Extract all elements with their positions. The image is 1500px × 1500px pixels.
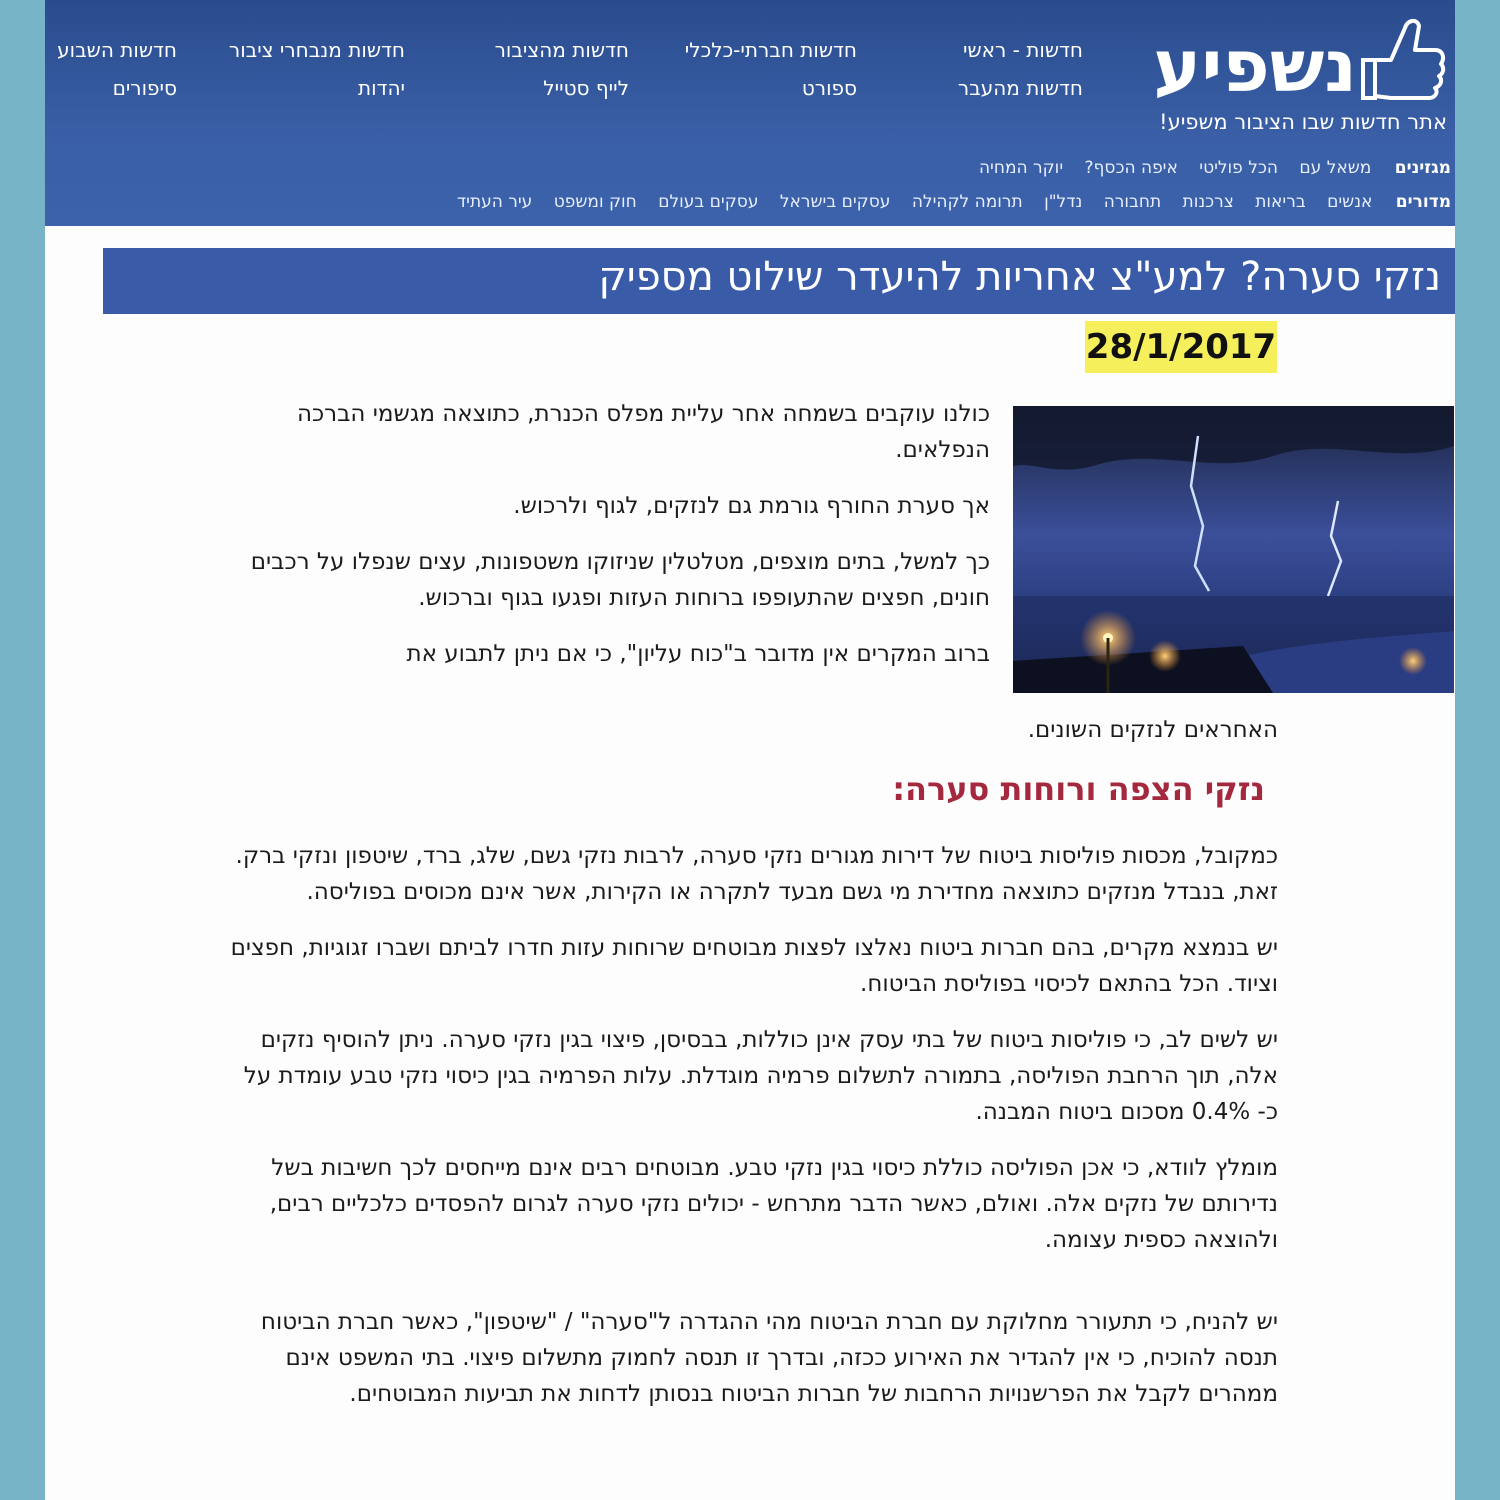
nav-judaism[interactable]: יהדות <box>357 76 405 100</box>
magazine-item[interactable]: הכל פוליטי <box>1199 158 1278 178</box>
intro-paragraph: ברוב המקרים אין מדובר ב"כוח עליון", כי אם ניתן לתבוע את <box>406 641 990 667</box>
article-title-bar <box>103 248 1455 314</box>
article-intro <box>250 396 990 692</box>
lightning-storm-photo <box>1013 406 1454 693</box>
site-header <box>45 0 1455 226</box>
article-title: נזקי סערה? למע"צ אחריות להיעדר שילוט מספיק <box>598 254 1441 300</box>
nav-lifestyle[interactable]: לייף סטייל <box>543 76 629 100</box>
magazines-nav <box>963 158 1451 178</box>
intro-paragraph: אך סערת החורף גורמת גם לנזקים, לגוף ולרכוש. <box>513 493 990 519</box>
magazine-item[interactable]: משאל עם <box>1299 158 1372 178</box>
section-item[interactable]: נדל"ן <box>1044 192 1083 212</box>
intro-paragraph-continuation: האחראים לנזקים השונים. <box>1027 717 1278 743</box>
sections-label: מדורים <box>1395 192 1451 212</box>
nav-stories[interactable]: סיפורים <box>112 76 177 100</box>
intro-paragraph: כך למשל, בתים מוצפים, מטלטלין שניזוקו משטפונות, עצים שנפלו על רכבים חונים, חפצים שהתעופפו ברוחות העזות ופגעו בגוף וברכוש. <box>250 549 990 611</box>
magazine-item[interactable]: יוקר המחיה <box>978 158 1064 178</box>
nav-news-week[interactable]: חדשות השבוע <box>57 38 177 62</box>
section-item[interactable]: חוק ומשפט <box>553 192 637 212</box>
logo-wordmark: נשפיע <box>1153 24 1357 108</box>
article-body <box>218 838 1278 1432</box>
magazine-item[interactable]: איפה הכסף? <box>1084 158 1178 178</box>
section-item[interactable]: תרומה לקהילה <box>911 192 1023 212</box>
section-item[interactable]: אנשים <box>1327 192 1373 212</box>
nav-news-main[interactable]: חדשות - ראשי <box>963 38 1083 62</box>
section-item[interactable]: עסקים בעולם <box>658 192 759 212</box>
body-paragraph: יש לשים לב, כי פוליסות ביטוח של בתי עסק אינן כוללות, בבסיסן, פיצוי בגין נזקי סערה. ניתן להוסיף נזקים אלה, תוך הרחבת הפוליסה, בתמורה לתשלום פרמיה מוגדלת. עלות הפרמיה בגין כיסוי נזקי טבע עומדת על כ- 0.4% מסכום ביטוח המבנה. <box>243 1027 1278 1125</box>
body-paragraph: מומלץ לוודא, כי אכן הפוליסה כוללת כיסוי בגין נזקי טבע. מבוטחים רבים אינם מייחסים לכך חשיבות בשל נדירותם של נזקים אלה. ואולם, כאשר הדבר מתרחש - יכולים נזקי סערה לגרום להפסדים כלכליים רבים, ולהוצאה כספית עצומה. <box>269 1155 1278 1253</box>
site-tagline: אתר חדשות שבו הציבור משפיע! <box>1159 110 1447 134</box>
body-paragraph: יש להניח, כי תתעורר מחלוקת עם חברת הביטוח מהי ההגדרה ל"סערה" / "שיטפון", כאשר חברת הביטוח תנסה להוכיח, כי אין להגדיר את האירוע ככזה, ובדרך זו תנסה לחמוק מתשלום פיצוי. בתי המשפט אינם ממהרים לקבל את הפרשנויות הרחבות של חברות הביטוח בנסותן לדחות את תביעות המבוטחים. <box>260 1309 1278 1407</box>
section-heading: נזקי הצפה ורוחות סערה: <box>892 770 1265 808</box>
section-item[interactable]: עסקים בישראל <box>779 192 891 212</box>
nav-news-public[interactable]: חדשות מהציבור <box>494 38 629 62</box>
sections-nav <box>441 192 1451 212</box>
article-date: 28/1/2017 <box>1085 321 1277 373</box>
page <box>45 0 1455 1500</box>
body-paragraph: כמקובל, מכסות פוליסות ביטוח של דירות מגורים נזקי סערה, לרבות נזקי גשם, שלג, ברד, שיטפון ונזקי ברק. זאת, בנבדל מנזקים כתוצאה מחדירת מי גשם מבעד לתקרה או הקירות, אשר אינם מכוסים בפוליסה. <box>235 843 1278 905</box>
magazines-label: מגזינים <box>1394 158 1451 178</box>
nav-news-officials[interactable]: חדשות מנבחרי ציבור <box>228 38 405 62</box>
section-item[interactable]: עיר העתיד <box>456 192 533 212</box>
nav-sport[interactable]: ספורט <box>801 76 857 100</box>
nav-news-past[interactable]: חדשות מהעבר <box>957 76 1083 100</box>
body-paragraph: יש בנמצא מקרים, בהם חברות ביטוח נאלצו לפצות מבוטחים שרוחות עזות חדרו לביתם ושברו זגוגיות, חפצים וציוד. הכל בהתאם לכיסוי בפוליסת הביטוח. <box>230 935 1278 997</box>
intro-paragraph: כולנו עוקבים בשמחה אחר עליית מפלס הכנרת, כתוצאה מגשמי הברכה הנפלאים. <box>296 401 990 463</box>
section-item[interactable]: תחבורה <box>1103 192 1162 212</box>
thumbs-up-icon <box>1357 8 1447 108</box>
nav-news-socioeconomic[interactable]: חדשות חברתי-כלכלי <box>684 38 857 62</box>
section-item[interactable]: צרכנות <box>1182 192 1234 212</box>
site-logo[interactable] <box>1137 8 1447 108</box>
section-item[interactable]: בריאות <box>1255 192 1306 212</box>
